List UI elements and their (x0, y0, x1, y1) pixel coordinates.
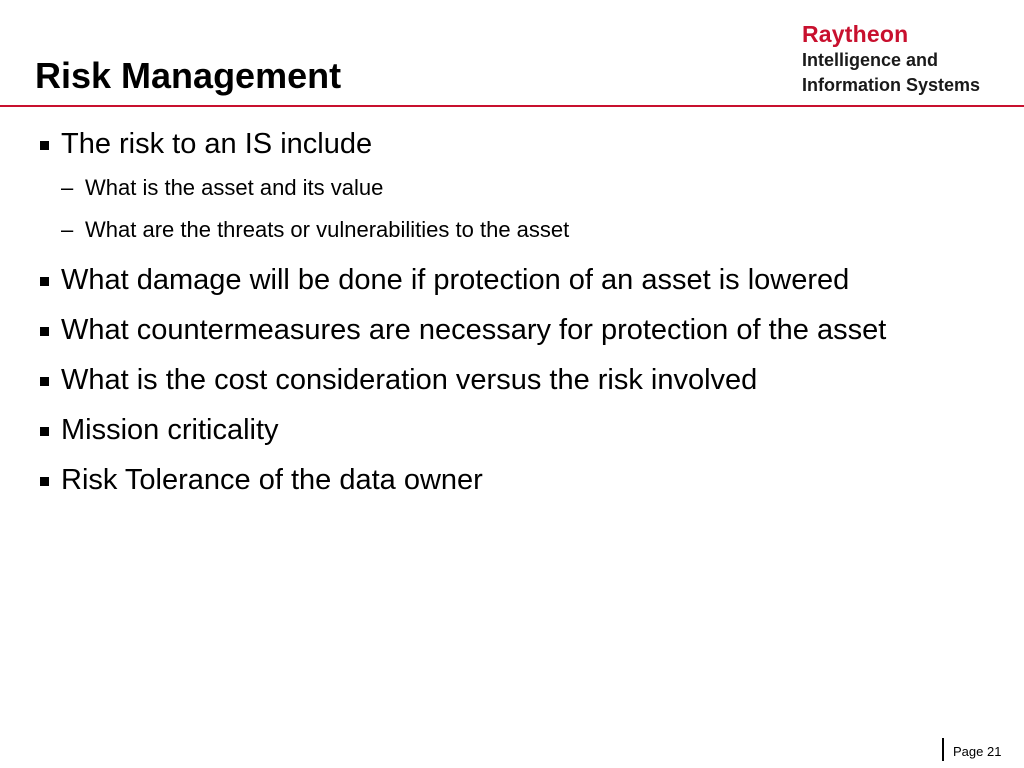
bullet-text: What damage will be done if protection of an asset is lowered (61, 264, 850, 296)
bullet-list (40, 124, 1005, 510)
bullet-item (40, 260, 1005, 301)
bullet-text: The risk to an IS include (61, 128, 373, 160)
square-bullet-icon (40, 477, 49, 486)
bullet-text: What countermeasures are necessary for protection of the asset (61, 314, 887, 346)
bullet-item (40, 124, 1005, 251)
sub-bullet-item (61, 167, 1005, 209)
sub-bullet-text: What is the asset and its value (85, 175, 384, 200)
logo-brand: Raytheon (802, 21, 909, 47)
sub-bullet-list (61, 167, 1005, 251)
bullet-item (40, 410, 1005, 451)
bullet-item (40, 360, 1005, 401)
bullet-item (40, 310, 1005, 351)
bullet-text: Risk Tolerance of the data owner (61, 464, 483, 496)
dash-bullet-icon: – (61, 217, 74, 242)
title-divider (0, 105, 1024, 107)
square-bullet-icon (40, 427, 49, 436)
bullet-text: What is the cost consideration versus the risk involved (61, 364, 758, 396)
square-bullet-icon (40, 277, 49, 286)
page-number: Page 21 (953, 744, 1002, 759)
footer-divider (942, 738, 944, 761)
dash-bullet-icon: – (61, 175, 74, 200)
square-bullet-icon (40, 377, 49, 386)
bullet-text: Mission criticality (61, 414, 279, 446)
bullet-item (40, 460, 1005, 501)
sub-bullet-item (61, 209, 1005, 251)
logo-line-2: Information Systems (802, 75, 981, 95)
raytheon-logo (802, 20, 1012, 98)
square-bullet-icon (40, 327, 49, 336)
sub-bullet-text: What are the threats or vulnerabilities to the asset (85, 217, 570, 242)
square-bullet-icon (40, 141, 49, 150)
logo-line-1: Intelligence and (802, 50, 939, 70)
slide-title: Risk Management (35, 55, 342, 96)
